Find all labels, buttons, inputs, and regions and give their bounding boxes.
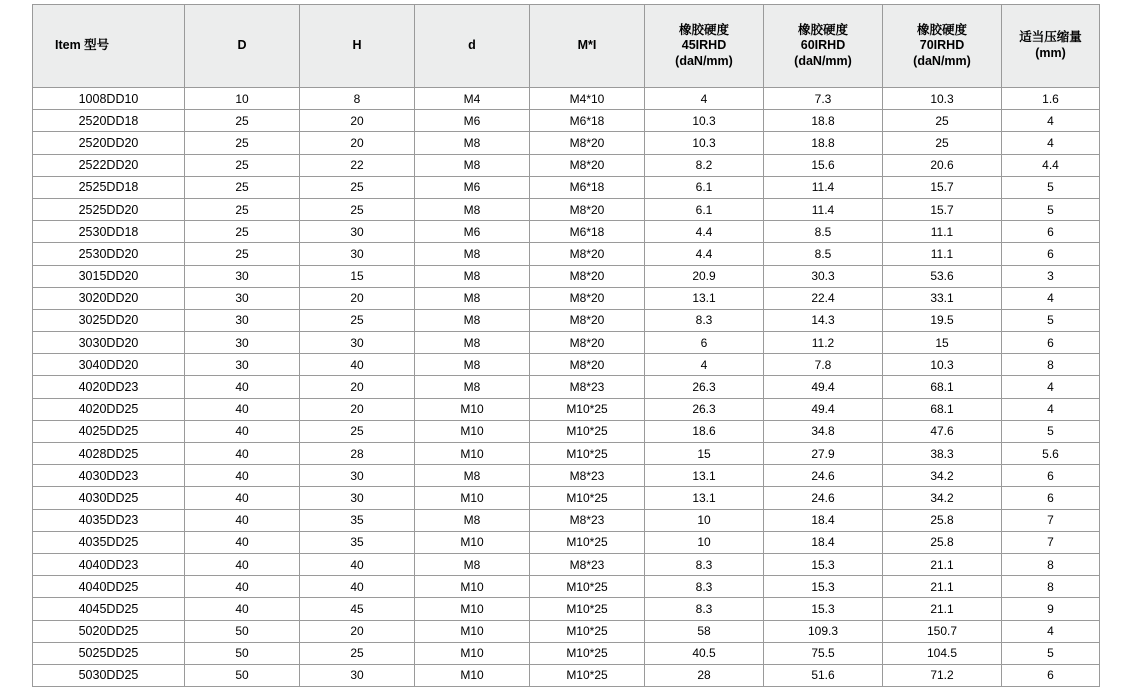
cell-D: 40 [185, 531, 300, 553]
cell-d: M8 [415, 198, 530, 220]
table-row [33, 354, 1100, 376]
cell-irhd45: 6 [645, 332, 764, 354]
column-header-H [300, 5, 415, 88]
cell-H: 30 [300, 664, 415, 686]
cell-D: 30 [185, 287, 300, 309]
cell-irhd70: 38.3 [883, 443, 1002, 465]
cell-compression: 9 [1002, 598, 1100, 620]
cell-compression: 5 [1002, 176, 1100, 198]
cell-D: 40 [185, 509, 300, 531]
column-header-D [185, 5, 300, 88]
cell-MI: M8*20 [530, 309, 645, 331]
cell-irhd45: 6.1 [645, 176, 764, 198]
cell-item: 2530DD18 [33, 221, 185, 243]
cell-irhd70: 10.3 [883, 88, 1002, 110]
table-body [33, 88, 1100, 687]
cell-H: 40 [300, 576, 415, 598]
cell-H: 35 [300, 509, 415, 531]
cell-MI: M8*23 [530, 509, 645, 531]
table-row [33, 509, 1100, 531]
cell-irhd60: 18.4 [764, 531, 883, 553]
column-header-irhd60 [764, 5, 883, 88]
cell-MI: M8*23 [530, 465, 645, 487]
column-header-line: 橡胶硬度 [797, 22, 848, 37]
cell-d: M8 [415, 243, 530, 265]
table-row [33, 88, 1100, 110]
cell-MI: M6*18 [530, 110, 645, 132]
cell-D: 40 [185, 420, 300, 442]
cell-MI: M8*23 [530, 553, 645, 575]
cell-d: M10 [415, 443, 530, 465]
cell-D: 30 [185, 332, 300, 354]
cell-D: 50 [185, 642, 300, 664]
column-header-MI [530, 5, 645, 88]
cell-irhd45: 8.3 [645, 553, 764, 575]
table-row [33, 664, 1100, 686]
cell-H: 25 [300, 309, 415, 331]
cell-MI: M10*25 [530, 642, 645, 664]
cell-irhd60: 18.4 [764, 509, 883, 531]
cell-d: M10 [415, 420, 530, 442]
cell-MI: M6*18 [530, 221, 645, 243]
cell-irhd45: 4.4 [645, 243, 764, 265]
cell-D: 40 [185, 398, 300, 420]
cell-irhd70: 19.5 [883, 309, 1002, 331]
header-row [33, 5, 1100, 88]
cell-irhd60: 15.3 [764, 553, 883, 575]
cell-irhd60: 51.6 [764, 664, 883, 686]
cell-D: 25 [185, 110, 300, 132]
table-row [33, 265, 1100, 287]
cell-irhd70: 15.7 [883, 176, 1002, 198]
cell-irhd60: 49.4 [764, 376, 883, 398]
cell-H: 30 [300, 221, 415, 243]
cell-irhd60: 15.3 [764, 598, 883, 620]
cell-MI: M4*10 [530, 88, 645, 110]
cell-compression: 5.6 [1002, 443, 1100, 465]
cell-H: 30 [300, 487, 415, 509]
cell-MI: M8*20 [530, 132, 645, 154]
cell-item: 2520DD20 [33, 132, 185, 154]
table-row [33, 576, 1100, 598]
cell-d: M8 [415, 509, 530, 531]
cell-D: 10 [185, 88, 300, 110]
cell-irhd45: 10 [645, 509, 764, 531]
cell-compression: 4 [1002, 376, 1100, 398]
cell-H: 22 [300, 154, 415, 176]
cell-d: M10 [415, 487, 530, 509]
cell-d: M4 [415, 88, 530, 110]
cell-H: 30 [300, 243, 415, 265]
cell-compression: 8 [1002, 354, 1100, 376]
cell-compression: 5 [1002, 642, 1100, 664]
cell-irhd60: 7.3 [764, 88, 883, 110]
cell-MI: M6*18 [530, 176, 645, 198]
cell-irhd70: 21.1 [883, 553, 1002, 575]
table-row [33, 620, 1100, 642]
table-row [33, 398, 1100, 420]
cell-irhd45: 18.6 [645, 420, 764, 442]
cell-H: 30 [300, 465, 415, 487]
cell-d: M10 [415, 620, 530, 642]
cell-d: M8 [415, 465, 530, 487]
cell-compression: 4.4 [1002, 154, 1100, 176]
cell-compression: 6 [1002, 664, 1100, 686]
cell-D: 50 [185, 664, 300, 686]
cell-compression: 6 [1002, 243, 1100, 265]
cell-MI: M8*20 [530, 243, 645, 265]
cell-D: 25 [185, 198, 300, 220]
cell-d: M8 [415, 354, 530, 376]
cell-H: 25 [300, 198, 415, 220]
table-row [33, 176, 1100, 198]
cell-H: 35 [300, 531, 415, 553]
cell-irhd70: 15.7 [883, 198, 1002, 220]
cell-irhd60: 34.8 [764, 420, 883, 442]
cell-item: 4025DD25 [33, 420, 185, 442]
cell-d: M8 [415, 332, 530, 354]
cell-irhd60: 8.5 [764, 243, 883, 265]
table-row [33, 110, 1100, 132]
column-header-line: M*I [577, 38, 597, 53]
column-header-line: (daN/mm) [675, 53, 733, 68]
cell-compression: 7 [1002, 531, 1100, 553]
cell-compression: 4 [1002, 287, 1100, 309]
cell-MI: M10*25 [530, 664, 645, 686]
cell-irhd70: 25.8 [883, 531, 1002, 553]
cell-MI: M8*23 [530, 376, 645, 398]
cell-MI: M8*20 [530, 287, 645, 309]
cell-D: 25 [185, 221, 300, 243]
cell-irhd60: 14.3 [764, 309, 883, 331]
cell-D: 40 [185, 465, 300, 487]
column-header-compression [1002, 5, 1100, 88]
cell-H: 28 [300, 443, 415, 465]
cell-H: 20 [300, 287, 415, 309]
cell-irhd70: 33.1 [883, 287, 1002, 309]
cell-item: 1008DD10 [33, 88, 185, 110]
column-header-line: (mm) [1035, 46, 1066, 60]
cell-item: 3025DD20 [33, 309, 185, 331]
cell-irhd45: 26.3 [645, 398, 764, 420]
cell-H: 45 [300, 598, 415, 620]
cell-D: 40 [185, 487, 300, 509]
cell-H: 20 [300, 620, 415, 642]
table-row [33, 243, 1100, 265]
cell-item: 4020DD25 [33, 398, 185, 420]
cell-irhd45: 4 [645, 88, 764, 110]
cell-item: 2525DD20 [33, 198, 185, 220]
cell-D: 25 [185, 176, 300, 198]
column-header-line: (daN/mm) [794, 53, 852, 68]
cell-MI: M10*25 [530, 598, 645, 620]
cell-H: 20 [300, 110, 415, 132]
cell-irhd45: 58 [645, 620, 764, 642]
table-row [33, 376, 1100, 398]
cell-irhd45: 13.1 [645, 487, 764, 509]
cell-MI: M8*20 [530, 332, 645, 354]
cell-irhd45: 20.9 [645, 265, 764, 287]
cell-irhd60: 18.8 [764, 132, 883, 154]
cell-irhd45: 10 [645, 531, 764, 553]
cell-MI: M10*25 [530, 576, 645, 598]
table-row [33, 598, 1100, 620]
cell-MI: M10*25 [530, 531, 645, 553]
cell-H: 40 [300, 553, 415, 575]
cell-D: 50 [185, 620, 300, 642]
cell-irhd70: 53.6 [883, 265, 1002, 287]
cell-D: 40 [185, 576, 300, 598]
cell-item: 5025DD25 [33, 642, 185, 664]
cell-irhd60: 15.6 [764, 154, 883, 176]
column-header-d [415, 5, 530, 88]
cell-H: 30 [300, 332, 415, 354]
cell-compression: 4 [1002, 620, 1100, 642]
table-row [33, 420, 1100, 442]
cell-irhd60: 49.4 [764, 398, 883, 420]
cell-irhd60: 27.9 [764, 443, 883, 465]
cell-item: 3040DD20 [33, 354, 185, 376]
column-header-line: Item 型号 [55, 38, 110, 53]
cell-compression: 5 [1002, 198, 1100, 220]
cell-compression: 8 [1002, 576, 1100, 598]
cell-item: 2530DD20 [33, 243, 185, 265]
cell-d: M6 [415, 221, 530, 243]
cell-irhd45: 8.2 [645, 154, 764, 176]
cell-item: 2525DD18 [33, 176, 185, 198]
cell-compression: 5 [1002, 309, 1100, 331]
cell-compression: 6 [1002, 332, 1100, 354]
cell-H: 25 [300, 176, 415, 198]
cell-item: 3030DD20 [33, 332, 185, 354]
cell-irhd70: 25.8 [883, 509, 1002, 531]
cell-MI: M10*25 [530, 443, 645, 465]
cell-H: 40 [300, 354, 415, 376]
cell-item: 3020DD20 [33, 287, 185, 309]
cell-d: M8 [415, 287, 530, 309]
table-row [33, 642, 1100, 664]
cell-irhd70: 34.2 [883, 465, 1002, 487]
column-header-line: 橡胶硬度 [916, 22, 967, 37]
column-header-line: 70IRHD [919, 38, 965, 53]
cell-H: 20 [300, 376, 415, 398]
cell-irhd70: 34.2 [883, 487, 1002, 509]
cell-item: 4045DD25 [33, 598, 185, 620]
cell-irhd45: 8.3 [645, 598, 764, 620]
cell-D: 40 [185, 598, 300, 620]
cell-compression: 7 [1002, 509, 1100, 531]
cell-D: 30 [185, 309, 300, 331]
cell-item: 4030DD25 [33, 487, 185, 509]
column-header-line: 60IRHD [800, 38, 846, 53]
cell-irhd70: 104.5 [883, 642, 1002, 664]
cell-H: 15 [300, 265, 415, 287]
cell-d: M8 [415, 553, 530, 575]
table-row [33, 332, 1100, 354]
cell-D: 25 [185, 132, 300, 154]
cell-irhd60: 75.5 [764, 642, 883, 664]
cell-MI: M8*20 [530, 154, 645, 176]
cell-H: 25 [300, 420, 415, 442]
cell-irhd45: 40.5 [645, 642, 764, 664]
cell-compression: 4 [1002, 110, 1100, 132]
cell-item: 4040DD23 [33, 553, 185, 575]
cell-H: 25 [300, 642, 415, 664]
cell-irhd60: 15.3 [764, 576, 883, 598]
cell-irhd70: 11.1 [883, 243, 1002, 265]
cell-irhd60: 24.6 [764, 487, 883, 509]
cell-irhd45: 10.3 [645, 132, 764, 154]
cell-irhd45: 8.3 [645, 309, 764, 331]
table-row [33, 132, 1100, 154]
table-header [33, 5, 1100, 88]
cell-compression: 6 [1002, 487, 1100, 509]
cell-MI: M8*20 [530, 198, 645, 220]
table-row [33, 154, 1100, 176]
cell-compression: 8 [1002, 553, 1100, 575]
cell-irhd70: 68.1 [883, 376, 1002, 398]
cell-item: 4035DD23 [33, 509, 185, 531]
cell-compression: 4 [1002, 398, 1100, 420]
column-header-line: d [468, 38, 476, 53]
cell-D: 40 [185, 443, 300, 465]
cell-irhd70: 10.3 [883, 354, 1002, 376]
cell-irhd60: 24.6 [764, 465, 883, 487]
cell-d: M8 [415, 265, 530, 287]
cell-item: 4040DD25 [33, 576, 185, 598]
cell-irhd70: 20.6 [883, 154, 1002, 176]
cell-irhd60: 109.3 [764, 620, 883, 642]
cell-D: 25 [185, 154, 300, 176]
cell-MI: M10*25 [530, 420, 645, 442]
cell-d: M10 [415, 576, 530, 598]
cell-MI: M8*20 [530, 265, 645, 287]
cell-H: 20 [300, 132, 415, 154]
column-header-line: H [352, 38, 362, 53]
table-row [33, 198, 1100, 220]
table-row [33, 287, 1100, 309]
cell-compression: 6 [1002, 221, 1100, 243]
cell-irhd70: 21.1 [883, 598, 1002, 620]
column-header-line: 适当压缩量 [1019, 30, 1082, 45]
cell-item: 4030DD23 [33, 465, 185, 487]
cell-irhd70: 71.2 [883, 664, 1002, 686]
cell-d: M10 [415, 398, 530, 420]
cell-d: M10 [415, 642, 530, 664]
cell-irhd45: 4.4 [645, 221, 764, 243]
column-header-line: 45IRHD [681, 38, 727, 53]
cell-compression: 3 [1002, 265, 1100, 287]
cell-D: 40 [185, 553, 300, 575]
cell-irhd60: 7.8 [764, 354, 883, 376]
table-row [33, 487, 1100, 509]
cell-compression: 6 [1002, 465, 1100, 487]
cell-irhd45: 28 [645, 664, 764, 686]
cell-irhd45: 26.3 [645, 376, 764, 398]
cell-irhd60: 30.3 [764, 265, 883, 287]
cell-d: M10 [415, 598, 530, 620]
cell-d: M6 [415, 176, 530, 198]
table-row [33, 309, 1100, 331]
cell-irhd70: 25 [883, 132, 1002, 154]
column-header-line: (daN/mm) [913, 53, 971, 68]
cell-irhd60: 11.4 [764, 198, 883, 220]
table-row [33, 531, 1100, 553]
table-row [33, 465, 1100, 487]
cell-irhd70: 150.7 [883, 620, 1002, 642]
cell-irhd70: 47.6 [883, 420, 1002, 442]
cell-irhd70: 25 [883, 110, 1002, 132]
column-header-line: 橡胶硬度 [678, 22, 729, 37]
cell-d: M8 [415, 132, 530, 154]
cell-irhd60: 18.8 [764, 110, 883, 132]
column-header-irhd45 [645, 5, 764, 88]
table-row [33, 443, 1100, 465]
cell-irhd60: 11.2 [764, 332, 883, 354]
cell-irhd70: 68.1 [883, 398, 1002, 420]
cell-irhd45: 8.3 [645, 576, 764, 598]
cell-d: M8 [415, 376, 530, 398]
cell-irhd45: 10.3 [645, 110, 764, 132]
column-header-item [33, 5, 185, 88]
cell-irhd45: 4 [645, 354, 764, 376]
cell-MI: M8*20 [530, 354, 645, 376]
cell-MI: M10*25 [530, 398, 645, 420]
cell-compression: 5 [1002, 420, 1100, 442]
cell-D: 25 [185, 243, 300, 265]
cell-item: 2522DD20 [33, 154, 185, 176]
cell-irhd70: 11.1 [883, 221, 1002, 243]
cell-d: M8 [415, 309, 530, 331]
cell-D: 30 [185, 354, 300, 376]
cell-D: 40 [185, 376, 300, 398]
cell-item: 2520DD18 [33, 110, 185, 132]
cell-D: 30 [185, 265, 300, 287]
cell-irhd60: 8.5 [764, 221, 883, 243]
table-row [33, 553, 1100, 575]
cell-d: M10 [415, 664, 530, 686]
cell-MI: M10*25 [530, 487, 645, 509]
cell-d: M6 [415, 110, 530, 132]
cell-compression: 4 [1002, 132, 1100, 154]
cell-item: 4028DD25 [33, 443, 185, 465]
cell-irhd70: 15 [883, 332, 1002, 354]
cell-irhd60: 11.4 [764, 176, 883, 198]
cell-MI: M10*25 [530, 620, 645, 642]
cell-item: 3015DD20 [33, 265, 185, 287]
column-header-line: D [237, 38, 247, 53]
cell-compression: 1.6 [1002, 88, 1100, 110]
cell-d: M8 [415, 154, 530, 176]
column-header-irhd70 [883, 5, 1002, 88]
cell-item: 5030DD25 [33, 664, 185, 686]
cell-item: 4035DD25 [33, 531, 185, 553]
cell-irhd45: 6.1 [645, 198, 764, 220]
cell-item: 5020DD25 [33, 620, 185, 642]
cell-irhd70: 21.1 [883, 576, 1002, 598]
cell-irhd60: 22.4 [764, 287, 883, 309]
cell-H: 8 [300, 88, 415, 110]
cell-item: 4020DD23 [33, 376, 185, 398]
rubber-mount-spec-table [32, 4, 1100, 687]
cell-irhd45: 13.1 [645, 465, 764, 487]
cell-irhd45: 13.1 [645, 287, 764, 309]
cell-d: M10 [415, 531, 530, 553]
cell-H: 20 [300, 398, 415, 420]
cell-irhd45: 15 [645, 443, 764, 465]
table-row [33, 221, 1100, 243]
